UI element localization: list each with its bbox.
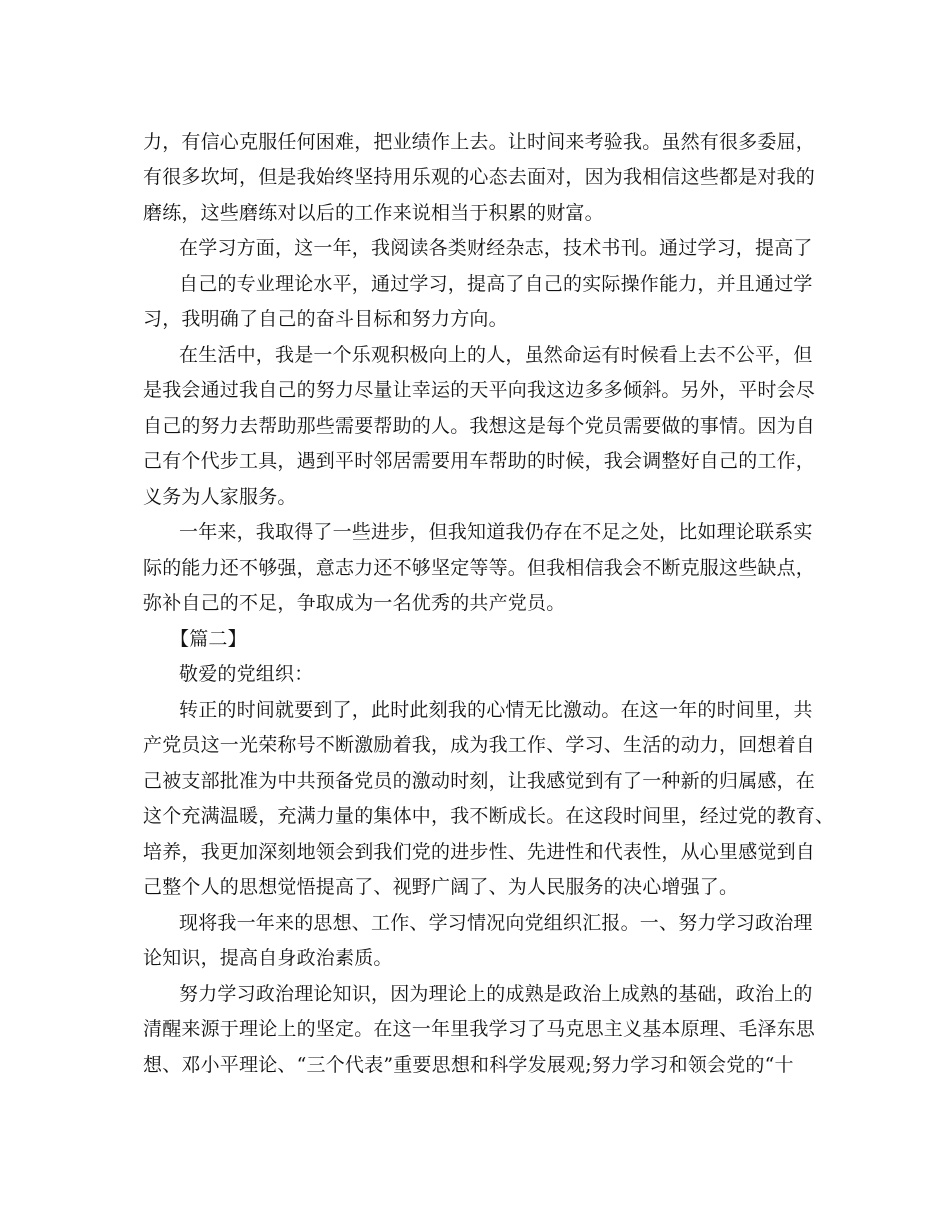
paragraph-start-line: 在学习方面，这一年，我阅读各类财经杂志，技术书刊。通过学习，提高了 [179,237,813,259]
text-line: 自己的专业理论水平，通过学习，提高了自己的实际操作能力，并且通过学 [179,273,813,295]
text-line: 自己的努力去帮助那些需要帮助的人。我想这是每个党员需要做的事情。因为自 [143,415,816,437]
paragraph-start-line: 在生活中，我是一个乐观积极向上的人，虽然命运有时候看上去不公平，但 [179,344,813,366]
text-line: 这个充满温暖，充满力量的集体中，我不断成长。在这段时间里，经过党的教育、 [143,805,835,827]
text-line: 己有个代步工具，遇到平时邻居需要用车帮助的时候，我会调整好自己的工作， [143,450,816,472]
text-line: 磨练，这些磨练对以后的工作来说相当于积累的财富。 [143,202,604,224]
text-line: 义务为人家服务。 [143,486,297,508]
text-line: 习，我明确了自己的奋斗目标和努力方向。 [143,308,508,330]
paragraph-start-line: 一年来，我取得了一些进步，但我知道我仍存在不足之处，比如理论联系实 [179,521,813,543]
text-line: 清醒来源于理论上的坚定。在这一年里我学习了马克思主义基本原理、毛泽东思 [143,1018,816,1040]
paragraph-start-line: 转正的时间就要到了，此时此刻我的心情无比激动。在这一年的时间里，共 [179,699,813,721]
text-line: 己整个人的思想觉悟提高了、视野广阔了、为人民服务的决心增强了。 [143,876,739,898]
text-line: 有很多坎坷，但是我始终坚持用乐观的心态去面对，因为我相信这些都是对我的 [143,166,816,188]
text-line: 际的能力还不够强，意志力还不够坚定等等。但我相信我会不断克服这些缺点， [143,557,816,579]
text-line: 想、邓小平理论、“三个代表”重要思想和科学发展观;努力学习和领会党的“十 [143,1054,794,1076]
text-line: 产党员这一光荣称号不断激励着我，成为我工作、学习、生活的动力，回想着自 [143,734,816,756]
text-line: 是我会通过我自己的努力尽量让幸运的天平向我这边多多倾斜。另外，平时会尽 [143,379,816,401]
text-line: 力，有信心克服任何困难，把业绩作上去。让时间来考验我。虽然有很多委屈， [143,131,816,153]
text-line: 己被支部批准为中共预备党员的激动时刻，让我感觉到有了一种新的归属感，在 [143,770,816,792]
text-line: 论知识，提高自身政治素质。 [143,947,393,969]
section-heading: 【篇二】 [170,628,247,650]
salutation: 敬爱的党组织： [179,663,314,685]
paragraph-start-line: 现将我一年来的思想、工作、学习情况向党组织汇报。一、努力学习政治理 [179,912,813,934]
text-line: 培养，我更加深刻地领会到我们党的进步性、先进性和代表性，从心里感觉到自 [143,841,816,863]
text-line: 弥补自己的不足，争取成为一名优秀的共产党员。 [143,592,566,614]
paragraph-start-line: 努力学习政治理论知识，因为理论上的成熟是政治上成熟的基础，政治上的 [179,983,813,1005]
